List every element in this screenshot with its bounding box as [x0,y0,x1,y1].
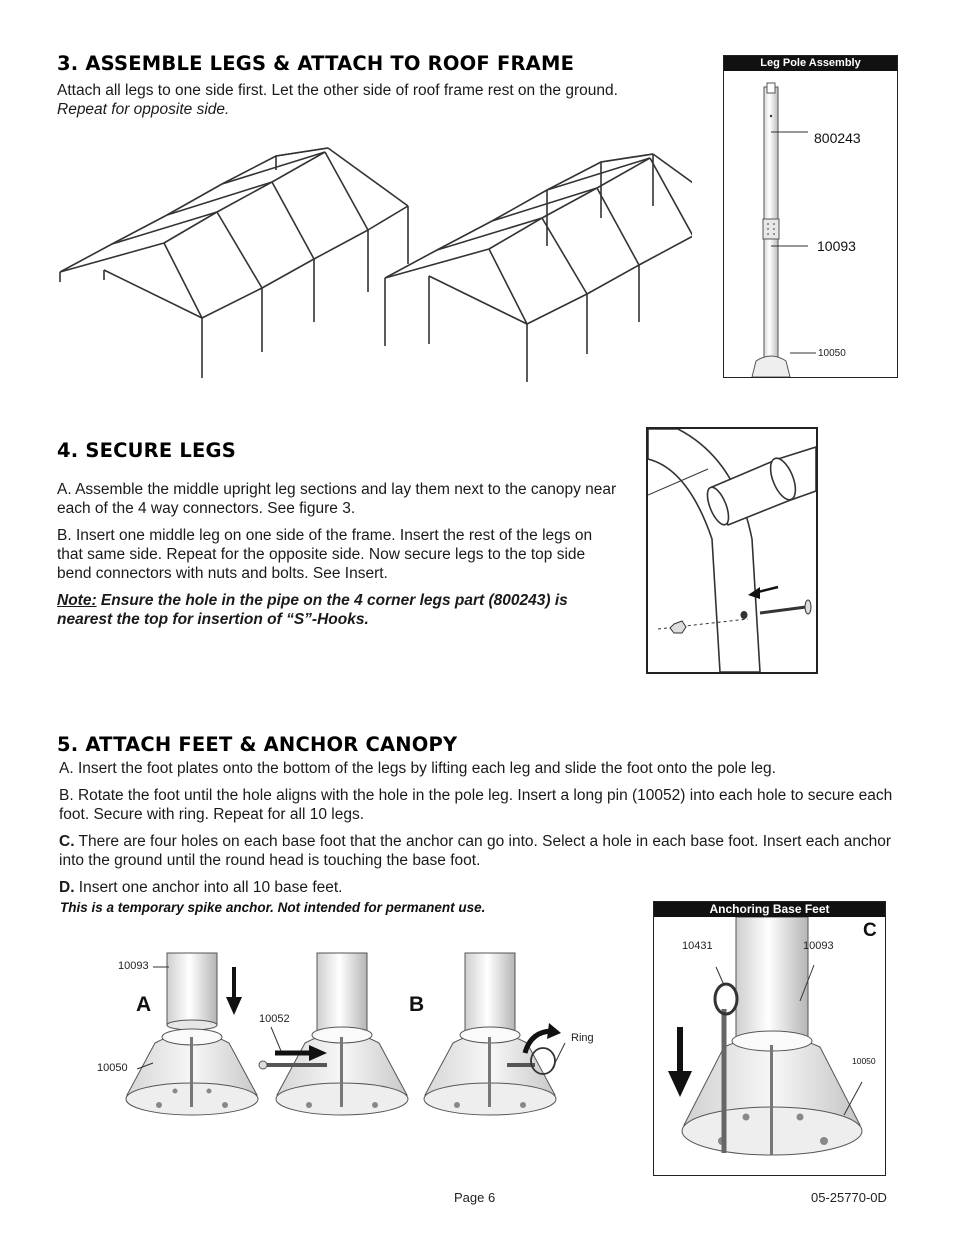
section4-note-text: Ensure the hole in the pipe on the 4 corner legs part (800243) is nearest the top for insertion of “S”-Hooks. [57,592,568,628]
anchor-label-10093: 10093 [803,940,834,952]
section4-para-a: A. Assemble the middle upright leg sections and lay them next to the canopy near each of the 4 way connectors. See figure 3. [57,481,617,517]
section5-body [59,759,899,905]
anchor-label-10431: 10431 [682,940,713,952]
section5-para-d [59,878,899,897]
canopy-frame-left [60,148,408,378]
section5-disclaimer: This is a temporary spike anchor. Not intended for permanent use. [60,900,486,915]
section4-body [57,480,622,637]
foot-figure-a [126,953,258,1115]
section4-title: 4. SECURE LEGS [57,439,236,462]
section5-title: 5. ATTACH FEET & ANCHOR CANOPY [57,733,458,756]
anchor-label-10050: 10050 [852,1056,876,1066]
leg-pole-assembly-box [723,55,898,378]
section3-text-italic: Repeat for opposite side. [57,101,230,118]
anchor-figure-label-c: C [863,920,877,941]
section4-note [57,591,622,629]
section3-title: 3. ASSEMBLE LEGS & ATTACH TO ROOF FRAME [57,52,575,75]
feet-label-10052: 10052 [259,1013,290,1025]
section5-para-a: A. Insert the foot plates onto the bottom of the legs by lifting each leg and slide the foot onto the pole leg. [59,760,776,777]
bolt-insert-diagram [648,429,816,672]
feet-figure-label-a: A [136,993,152,1016]
canopy-frame-right [385,154,692,382]
section4-para-b: B. Insert one middle leg on one side of the frame. Insert the rest of the legs on that same side. Repeat for the opposite side. Now secure legs to the top side bend connectors with nuts and bolts. See Insert. [57,527,593,582]
document-number: 05-25770-0D [811,1190,887,1205]
feet-label-10050: 10050 [97,1062,128,1074]
feet-figure-label-b: B [409,993,425,1016]
label-800243: 800243 [814,130,861,146]
foot-figure-b1 [259,953,408,1115]
section5-para-d-label: D. [59,879,75,896]
anchoring-base-feet-title: Anchoring Base Feet [654,902,885,917]
foot-figure-b2 [424,953,565,1115]
leg-pole-diagram [724,71,897,377]
anchor-diagram [654,917,885,1175]
section5-para-c [59,832,899,870]
leg-pole-assembly-title: Leg Pole Assembly [724,56,897,71]
section5-para-b: B. Rotate the foot until the hole aligns with the hole in the pole leg. Insert a long pin (10052) into each hole to secure each foot. Secure with ring. Repeat for all 10 legs. [59,787,893,823]
section3-text [57,81,637,119]
section5-para-c-text: There are four holes on each base foot that the anchor can go into. Select a hole in each base foot. Insert each anchor into the ground until the round head is touching the base foot. [59,833,892,869]
section4-note-label: Note: [57,592,97,609]
section3-text-main: Attach all legs to one side first. Let the other side of roof frame rest on the ground. [57,82,618,99]
feet-label-10093: 10093 [118,960,149,972]
page-number: Page 6 [454,1190,496,1205]
section5-para-c-label: C. [59,833,75,850]
section5-para-d-text: Insert one anchor into all 10 base feet. [74,879,343,896]
label-10050: 10050 [818,348,846,359]
feet-assembly-diagram [95,945,635,1125]
anchoring-base-feet-box [653,901,886,1176]
feet-label-ring: Ring [571,1032,594,1044]
canopy-frame-illustration [52,140,692,390]
label-10093: 10093 [817,238,856,254]
secure-legs-insert-box [646,427,818,674]
